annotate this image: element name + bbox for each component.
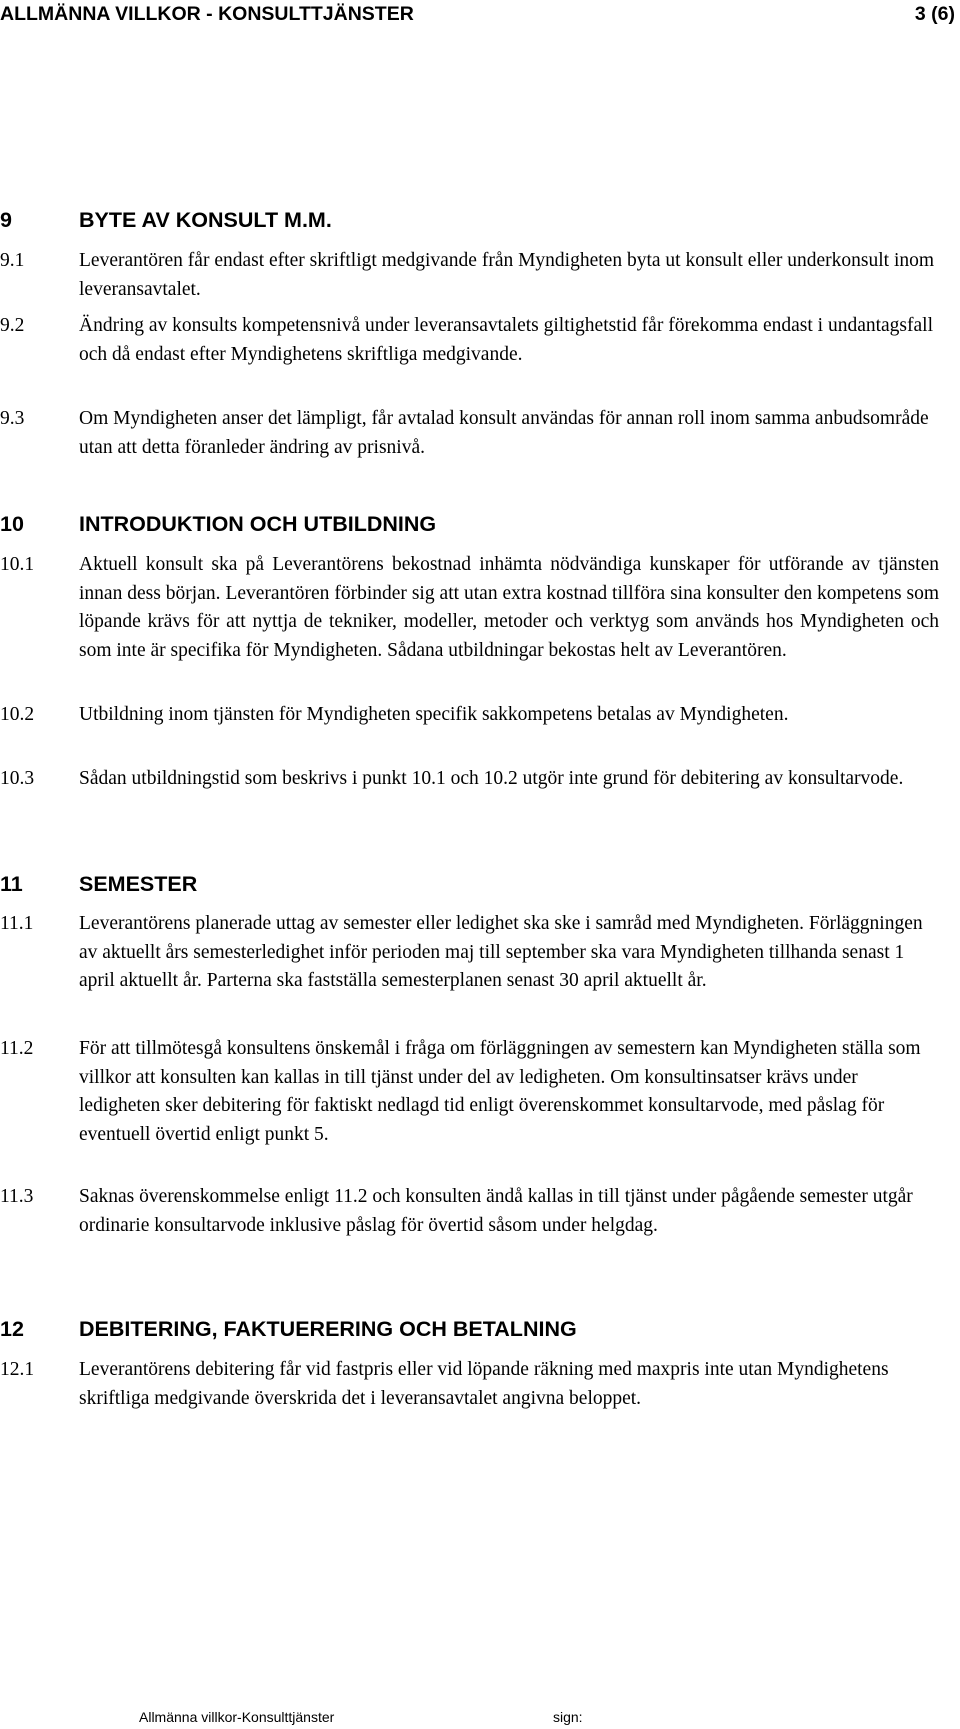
clause-number: 11.2: [0, 1038, 34, 1059]
clause-text: Saknas överenskommelse enligt 11.2 och konsulten ändå kallas in till tjänst under pågående semester utgår ordinarie konsultarvode inklusive påslag för övertid såsom under helgdag.: [79, 1186, 913, 1236]
document-title: ALLMÄNNA VILLKOR - KONSULTTJÄNSTER: [0, 3, 414, 25]
clause-text: Leverantörens planerade uttag av semester eller ledighet ska ske i samråd med Myndigheten. Förläggningen av aktuellt års semesterledighet inför perioden maj till september ska vara Myndigheten tillhanda senast 1 april aktuellt år. Parterna ska fastställa semesterplanen senast 30 april aktuellt år.: [79, 913, 923, 991]
clause-number: 10.2: [0, 704, 35, 725]
section-title: BYTE AV KONSULT M.M.: [79, 208, 332, 232]
page-footer: [0, 1706, 960, 1728]
clause-number: 11.3: [0, 1186, 34, 1207]
clause-text: Utbildning inom tjänsten för Myndigheten specifik sakkompetens betalas av Myndigheten.: [79, 704, 789, 725]
clause-number: 9.1: [0, 250, 25, 271]
clause-number: 12.1: [0, 1359, 35, 1380]
clause-text: Aktuell konsult ska på Leverantörens bekostnad inhämta nödvändiga kunskaper för utförande av tjänsten innan dess början. Leverantören förbinder sig att utan extra kostnad tillföra sina konsulter den kompetens som löpande krävs för att nyttja de tekniker, modeller, metoder och verktyg som används hos Myndigheten och som inte är specifika för Myndigheten. Sådana utbildningar bekostas helt av Leverantören.: [79, 554, 939, 661]
footer-title: Allmänna villkor-Konsulttjänster: [139, 1709, 335, 1725]
clause-number: 9.2: [0, 315, 25, 336]
clause-text: För att tillmötesgå konsultens önskemål i fråga om förläggningen av semestern kan Myndigheten ställa som villkor att konsulten kan kallas in till tjänst under del av ledigheten. Om konsultinsatser krävs under ledigheten sker debitering för faktiskt nedlagd tid enligt överenskommet konsultarvode, med påslag för eventuell övertid enligt punkt 5.: [79, 1038, 921, 1145]
clause-text: Leverantörens debitering får vid fastpris eller vid löpande räkning med maxpris inte utan Myndighetens skriftliga medgivande överskrida det i leveransavtalet angivna beloppet.: [79, 1359, 889, 1409]
section-title: DEBITERING, FAKTUERERING OCH BETALNING: [79, 1317, 577, 1341]
clause-number: 10.1: [0, 554, 35, 575]
section-number: 11: [0, 872, 23, 896]
page-number: 3 (6): [914, 3, 955, 25]
section-number: 10: [0, 512, 24, 536]
section-number: 12: [0, 1317, 24, 1341]
page-header: [0, 0, 955, 28]
section-title: SEMESTER: [79, 872, 198, 896]
section-number: 9: [0, 208, 12, 232]
clause-number: 11.1: [0, 913, 34, 934]
signature-label: sign:: [553, 1709, 583, 1725]
clause-text: Om Myndigheten anser det lämpligt, får avtalad konsult användas för annan roll inom samma anbudsområde utan att detta föranleder ändring av prisnivå.: [79, 408, 929, 458]
clause-text: Ändring av konsults kompetensnivå under leveransavtalets giltighetstid får förekomma endast i undantagsfall och då endast efter Myndighetens skriftliga medgivande.: [79, 315, 933, 365]
clause-text: Sådan utbildningstid som beskrivs i punkt 10.1 och 10.2 utgör inte grund för debitering av konsultarvode.: [79, 768, 904, 789]
clause-text: Leverantören får endast efter skriftligt medgivande från Myndigheten byta ut konsult eller underkonsult inom leveransavtalet.: [79, 250, 935, 300]
clause-number: 9.3: [0, 408, 25, 429]
section-title: INTRODUKTION OCH UTBILDNING: [79, 512, 437, 536]
clause-number: 10.3: [0, 768, 35, 789]
